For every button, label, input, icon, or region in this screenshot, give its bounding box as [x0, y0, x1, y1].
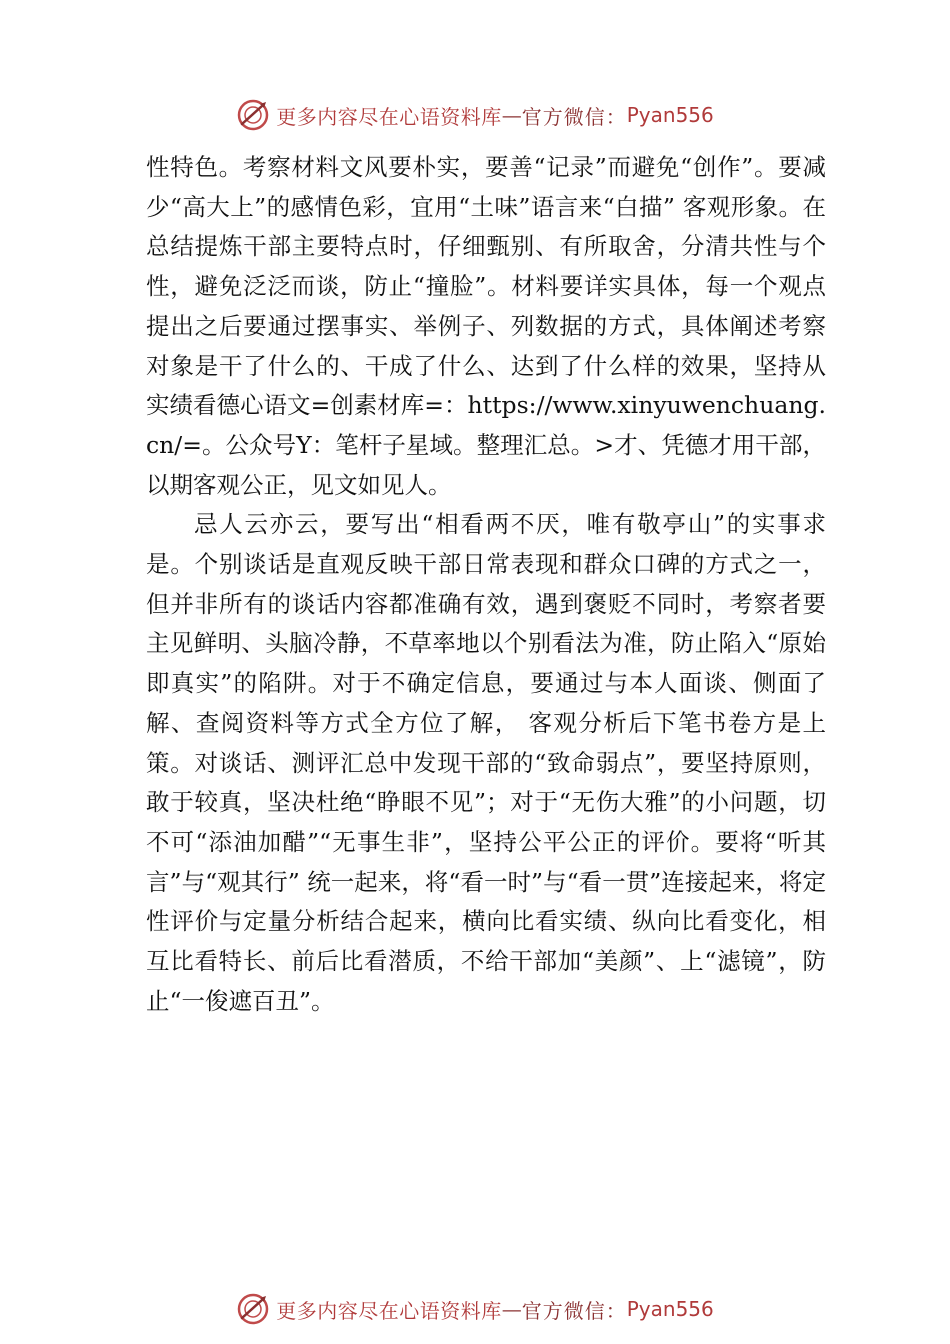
logo-icon — [236, 98, 270, 132]
watermark-site: 更多内容尽在心语资料库 — [276, 1298, 502, 1323]
document-body — [146, 148, 826, 1021]
watermark-separator: — — [501, 103, 522, 127]
watermark-site: 更多内容尽在心语资料库 — [276, 104, 502, 129]
watermark-separator: — — [501, 1297, 522, 1321]
logo-icon — [236, 1292, 270, 1326]
watermark-wechat-label: 官方微信： — [521, 1298, 627, 1323]
footer-watermark — [0, 1289, 950, 1329]
watermark-wechat-label: 官方微信： — [521, 104, 627, 129]
watermark-wechat-id: Pyan556 — [626, 103, 714, 127]
header-watermark — [0, 95, 950, 135]
paragraph-2: 忌人云亦云，要写出“相看两不厌，唯有敬亭山”的实事求是。个别谈话是直观反映干部日常表现和群众口碑的方式之一，但并非所有的谈话内容都准确有效，遇到褒贬不同时，考察者要主见鲜明、头脑冷静，不草率地以个别看法为准，防止陷入“原始即真实”的陷阱。对于不确定信息，要通过与本人面谈、侧面了解、查阅资料等方式全方位了解， 客观分析后下笔书卷方是上策。对谈话、测评汇总中发现干部的“致命弱点”，要坚持原则，敢于较真，坚决杜绝“睁眼不见”；对于“无伤大雅”的小问题，切不可“添油加醋”“无事生非”，坚持公平公正的评价。要将“听其言”与“观其行” 统一起来，将“看一时”与“看一贯”连接起来，将定性评价与定量分析结合起来，横向比看实绩、纵向比看变化，相互比看特长、前后比看潜质，不给干部加“美颜”、上“滤镜”，防止“一俊遮百丑”。 — [146, 510, 826, 1015]
watermark-wechat-id: Pyan556 — [626, 1297, 714, 1321]
paragraph-1: 性特色。考察材料文风要朴实，要善“记录”而避免“创作”。要减少“高大上”的感情色彩，宜用“土味”语言来“白描” 客观形象。在总结提炼干部主要特点时，仔细甄别、有所取舍，分清共性与个性，避免泛泛而谈，防止“撞脸”。材料要详实具体，每一个观点提出之后要通过摆事实、举例子、列数据的方式，具体阐述考察对象是干了什么的、干成了什么、达到了什么样的效果，坚持从实绩看德心语文=创素材库=：https://www.xinyuwenchuang.cn/=。公众号Y：笔杆子星域。整理汇总。>才、凭德才用干部， 以期客观公正，见文如见人。 — [146, 153, 826, 499]
